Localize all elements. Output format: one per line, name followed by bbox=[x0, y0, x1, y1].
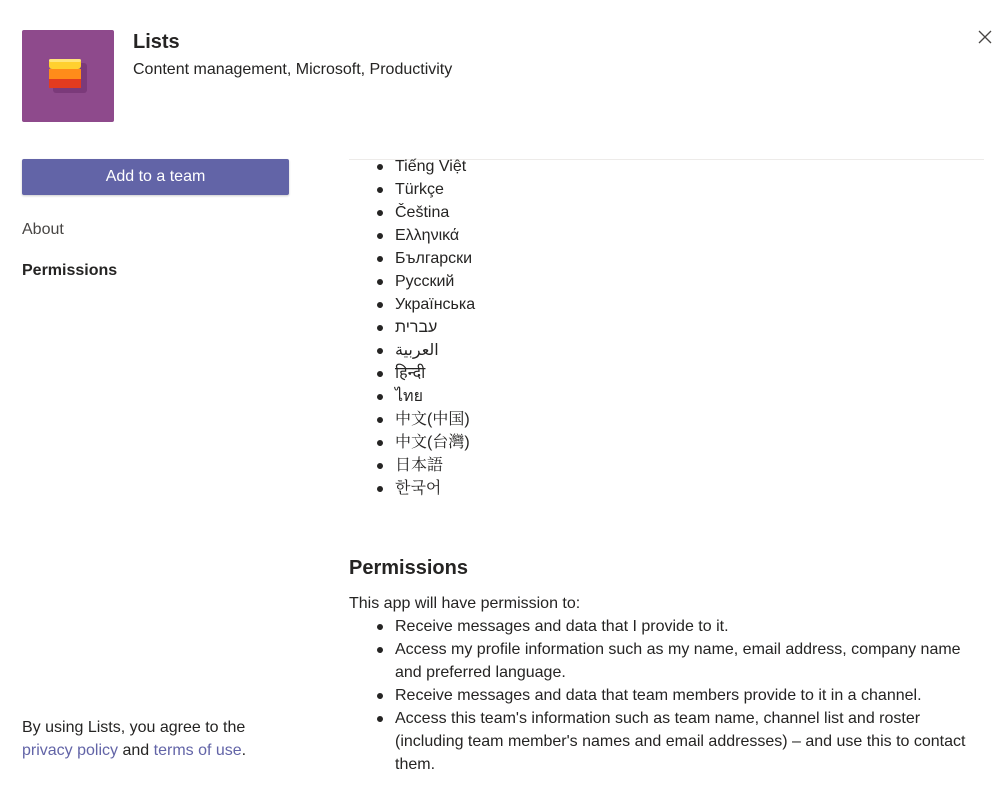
language-item: 한국어 bbox=[395, 477, 895, 500]
nav-item-permissions[interactable]: Permissions bbox=[22, 262, 118, 279]
permission-item: Access this team's information such as team name, channel list and roster (including team member's names and email addresses) – and use this to contact them. bbox=[395, 707, 975, 776]
app-subtitle: Content management, Microsoft, Productivity bbox=[133, 61, 453, 78]
permissions-list bbox=[349, 615, 975, 776]
language-item: العربية bbox=[395, 339, 895, 362]
language-item: 日本語 bbox=[395, 454, 895, 477]
lists-app-icon bbox=[22, 30, 114, 122]
language-item: Türkçe bbox=[395, 178, 895, 201]
permissions-intro: This app will have permission to: bbox=[349, 595, 581, 612]
close-button[interactable] bbox=[974, 26, 996, 48]
terms-of-use-link[interactable]: terms of use bbox=[153, 742, 242, 759]
language-item: 中文(中国) bbox=[395, 408, 895, 431]
permissions-heading: Permissions bbox=[349, 557, 468, 579]
lists-logo-icon bbox=[45, 53, 91, 99]
permission-item: Receive messages and data that team members provide to it in a channel. bbox=[395, 684, 975, 707]
language-item: Čeština bbox=[395, 201, 895, 224]
footer-and: and bbox=[122, 742, 150, 759]
terms-footer bbox=[22, 716, 322, 762]
language-item: 中文(台灣) bbox=[395, 431, 895, 454]
app-title: Lists bbox=[133, 31, 180, 53]
language-item: Tiếng Việt bbox=[395, 155, 895, 178]
language-item: ไทย bbox=[395, 385, 895, 408]
footer-prefix: By using Lists, you agree to the bbox=[22, 719, 246, 736]
close-icon bbox=[978, 30, 992, 44]
footer-suffix: . bbox=[241, 742, 247, 759]
permission-item: Access my profile information such as my name, email address, company name and preferred language. bbox=[395, 638, 975, 684]
permission-item: Receive messages and data that I provide to it. bbox=[395, 615, 975, 638]
language-item: Русский bbox=[395, 270, 895, 293]
nav-item-about[interactable]: About bbox=[22, 221, 64, 238]
language-item: Ελληνικά bbox=[395, 224, 895, 247]
language-item: Українська bbox=[395, 293, 895, 316]
add-to-team-button[interactable]: Add to a team bbox=[22, 159, 289, 195]
language-item: Български bbox=[395, 247, 895, 270]
language-item: हिन्दी bbox=[395, 362, 895, 385]
language-item: עברית bbox=[395, 316, 895, 339]
privacy-policy-link[interactable]: privacy policy bbox=[22, 742, 119, 759]
language-list bbox=[349, 155, 895, 500]
